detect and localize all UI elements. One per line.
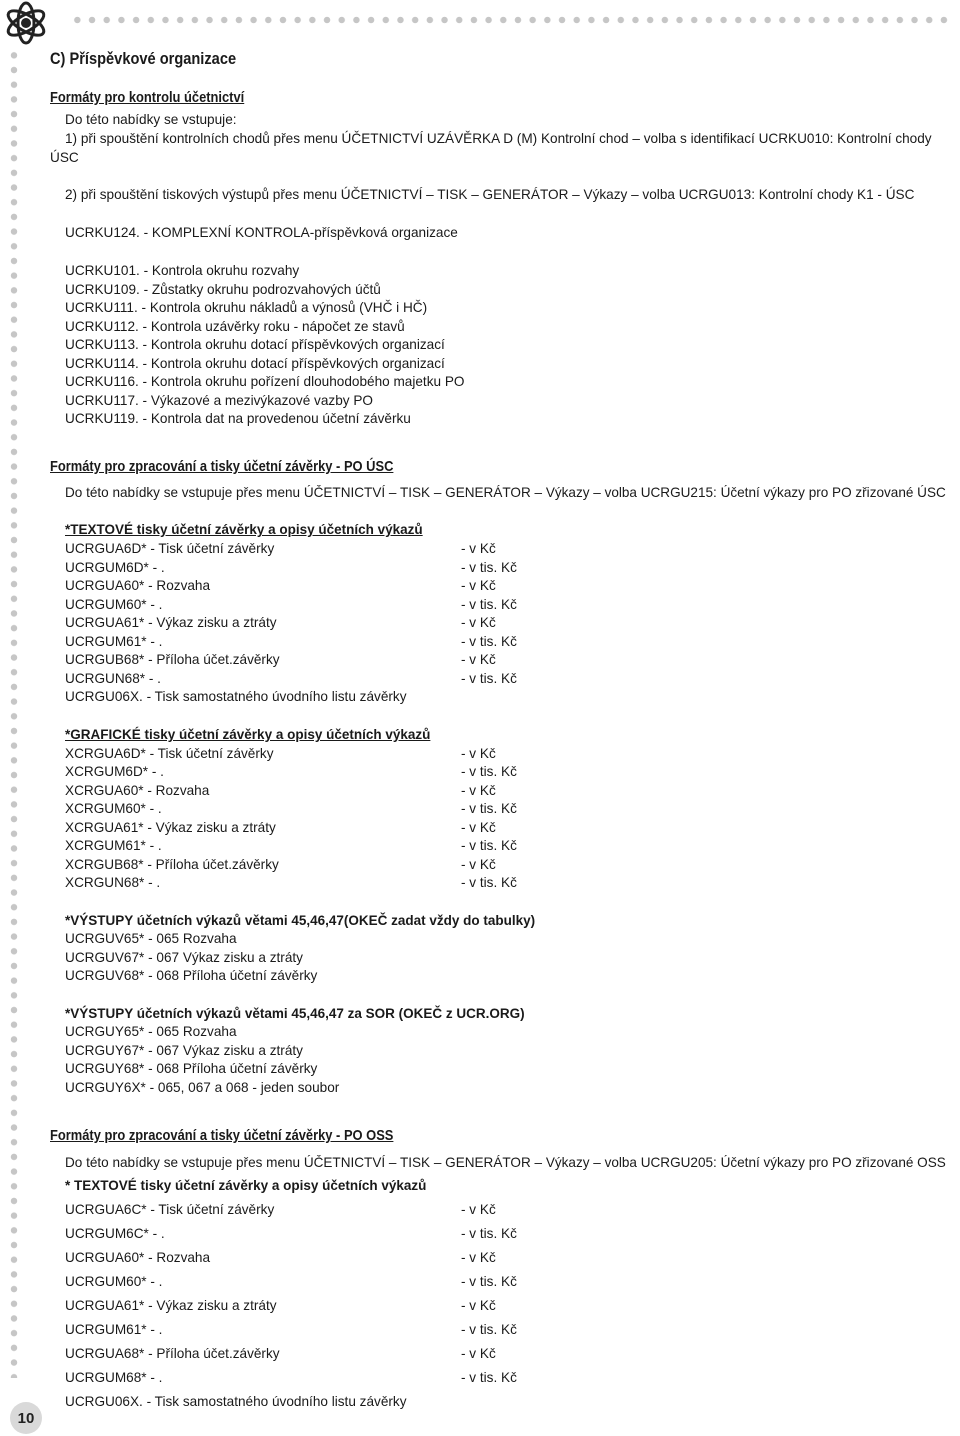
usc-graficke-item: XCRGUA60* - Rozvaha [65, 783, 210, 798]
usc-vystupy1-title: *VÝSTUPY účetních výkazů větami 45,46,47(OKEČ zadat vždy do tabulky) [65, 913, 536, 928]
usc-intro: Do této nabídky se vstupuje přes menu ÚČETNICTVÍ – TISK – GENERÁTOR – Výkazy – volba UCRGU215: Účetní výkazy pro PO zřizované ÚSC [65, 485, 946, 500]
kontrola-list-item: UCRKU112. - Kontrola uzávěrky roku - nápočet ze stavů [65, 319, 405, 334]
usc-textove-title: *TEXTOVÉ tisky účetní závěrky a opisy účetních výkazů [65, 522, 423, 537]
usc-graficke-unit: - v tis. Kč [461, 764, 517, 779]
kontrola-list-item: UCRKU114. - Kontrola okruhu dotací příspěvkových organizací [65, 356, 445, 371]
oss-textove-unit: - v Kč [461, 1250, 496, 1265]
oss-textove-unit: - v tis. Kč [461, 1322, 517, 1337]
usc-graficke-unit: - v tis. Kč [461, 838, 517, 853]
kontrola-komplex: UCRKU124. - KOMPLEXNÍ KONTROLA-příspěvková organizace [65, 225, 458, 240]
usc-textove-item: UCRGUB68* - Příloha účet.závěrky [65, 652, 280, 667]
usc-textove-unit: - v Kč [461, 652, 496, 667]
usc-textove-unit: - v tis. Kč [461, 560, 517, 575]
left-dot-border [10, 48, 18, 1378]
heading-kontrola: Formáty pro kontrolu účetnictví [50, 89, 245, 106]
usc-graficke-unit: - v Kč [461, 857, 496, 872]
usc-graficke-item: XCRGUA61* - Výkaz zisku a ztráty [65, 820, 276, 835]
usc-vystupy2-item: UCRGUY68* - 068 Příloha účetní závěrky [65, 1061, 318, 1076]
kontrola-item1: 1) při spouštění kontrolních chodů přes menu ÚČETNICTVÍ UZÁVĚRKA D (M) Kontrolní chod – volba s identifikací UCRKU010: Kontrolní chody [65, 131, 932, 146]
usc-vystupy1-item: UCRGUV68* - 068 Příloha účetní závěrky [65, 968, 318, 983]
oss-textove-unit: - v Kč [461, 1202, 496, 1217]
usc-vystupy2-title: *VÝSTUPY účetních výkazů větami 45,46,47 za SOR (OKEČ z UCR.ORG) [65, 1006, 525, 1021]
usc-textove-unit: - v Kč [461, 578, 496, 593]
usc-vystupy2-item: UCRGUY67* - 067 Výkaz zisku a ztráty [65, 1043, 303, 1058]
oss-textove-unit: - v tis. Kč [461, 1370, 517, 1385]
usc-textove-item: UCRGUA6D* - Tisk účetní závěrky [65, 541, 275, 556]
usc-graficke-item: XCRGUM60* - . [65, 801, 162, 816]
usc-graficke-item: XCRGUM6D* - . [65, 764, 164, 779]
usc-textove-item: UCRGUM61* - . [65, 634, 163, 649]
usc-vystupy2-item: UCRGUY65* - 065 Rozvaha [65, 1024, 237, 1039]
usc-textove-item: UCRGUA61* - Výkaz zisku a ztráty [65, 615, 277, 630]
usc-textove-unit: - v tis. Kč [461, 597, 517, 612]
usc-textove-unit: - v Kč [461, 615, 496, 630]
usc-vystupy1-item: UCRGUV65* - 065 Rozvaha [65, 931, 237, 946]
atom-logo-icon [2, 0, 52, 48]
kontrola-list-item: UCRKU116. - Kontrola okruhu pořízení dlouhodobého majetku PO [65, 374, 465, 389]
kontrola-list-item: UCRKU119. - Kontrola dat na provedenou účetní závěrku [65, 411, 411, 426]
usc-textove-unit: - v tis. Kč [461, 671, 517, 686]
kontrola-list-item: UCRKU109. - Zůstatky okruhu podrozvahových účtů [65, 282, 381, 297]
oss-textove-item: UCRGUA61* - Výkaz zisku a ztráty [65, 1298, 277, 1313]
usc-graficke-unit: - v Kč [461, 783, 496, 798]
kontrola-intro: Do této nabídky se vstupuje: [65, 112, 237, 127]
kontrola-item1-cont: ÚSC [50, 150, 79, 165]
usc-textove-item: UCRGUM60* - . [65, 597, 163, 612]
usc-textove-unit: - v Kč [461, 541, 496, 556]
usc-vystupy2-item: UCRGUY6X* - 065, 067 a 068 - jeden soubor [65, 1080, 340, 1095]
oss-textove-title: * TEXTOVÉ tisky účetní závěrky a opisy účetních výkazů [65, 1178, 427, 1193]
usc-graficke-title: *GRAFICKÉ tisky účetní závěrky a opisy účetních výkazů [65, 727, 431, 742]
page-content [50, 0, 945, 1436]
kontrola-list-item: UCRKU113. - Kontrola okruhu dotací příspěvkových organizací [65, 337, 445, 352]
section-title: C) Příspěvkové organizace [50, 49, 237, 68]
usc-graficke-item: XCRGUB68* - Příloha účet.závěrky [65, 857, 279, 872]
kontrola-item2: 2) při spouštění tiskových výstupů přes menu ÚČETNICTVÍ – TISK – GENERÁTOR – Výkazy – volba UCRGU013: Kontrolní chody K1 - ÚSC [65, 187, 915, 202]
usc-vystupy1-item: UCRGUV67* - 067 Výkaz zisku a ztráty [65, 950, 303, 965]
oss-textove-item: UCRGUA6C* - Tisk účetní závěrky [65, 1202, 275, 1217]
oss-textove-item: UCRGUM60* - . [65, 1274, 163, 1289]
usc-textove-item: UCRGUA60* - Rozvaha [65, 578, 211, 593]
usc-graficke-unit: - v Kč [461, 820, 496, 835]
heading-oss: Formáty pro zpracování a tisky účetní závěrky - PO OSS [50, 1127, 394, 1144]
oss-textove-unit: - v tis. Kč [461, 1274, 517, 1289]
kontrola-list-item: UCRKU117. - Výkazové a mezivýkazové vazby PO [65, 393, 373, 408]
oss-textove-item: UCRGUA68* - Příloha účet.závěrky [65, 1346, 280, 1361]
usc-graficke-unit: - v tis. Kč [461, 801, 517, 816]
oss-textove-item: UCRGUM68* - . [65, 1370, 163, 1385]
oss-textove-item: UCRGUM61* - . [65, 1322, 163, 1337]
oss-textove-unit: - v Kč [461, 1298, 496, 1313]
kontrola-list-item: UCRKU101. - Kontrola okruhu rozvahy [65, 263, 300, 278]
oss-textove-unit: - v tis. Kč [461, 1226, 517, 1241]
oss-textove-item: UCRGUA60* - Rozvaha [65, 1250, 211, 1265]
usc-textove-item: UCRGUM6D* - . [65, 560, 165, 575]
usc-textove-unit: - v tis. Kč [461, 634, 517, 649]
page-number: 10 [10, 1402, 42, 1434]
usc-graficke-unit: - v tis. Kč [461, 875, 517, 890]
kontrola-list-item: UCRKU111. - Kontrola okruhu nákladů a výnosů (VHČ i HČ) [65, 300, 428, 315]
oss-intro: Do této nabídky se vstupuje přes menu ÚČETNICTVÍ – TISK – GENERÁTOR – Výkazy – volba UCRGU205: Účetní výkazy pro PO zřizované OSS [65, 1155, 946, 1170]
usc-textove-item: UCRGUN68* - . [65, 671, 161, 686]
heading-usc: Formáty pro zpracování a tisky účetní závěrky - PO ÚSC [50, 458, 394, 475]
oss-textove-last: UCRGU06X. - Tisk samostatného úvodního listu závěrky [65, 1394, 407, 1409]
oss-textove-unit: - v Kč [461, 1346, 496, 1361]
usc-graficke-unit: - v Kč [461, 746, 496, 761]
usc-textove-last: UCRGU06X. - Tisk samostatného úvodního listu závěrky [65, 689, 407, 704]
usc-graficke-item: XCRGUM61* - . [65, 838, 162, 853]
usc-graficke-item: XCRGUA6D* - Tisk účetní závěrky [65, 746, 274, 761]
oss-textove-item: UCRGUM6C* - . [65, 1226, 165, 1241]
usc-graficke-item: XCRGUN68* - . [65, 875, 161, 890]
